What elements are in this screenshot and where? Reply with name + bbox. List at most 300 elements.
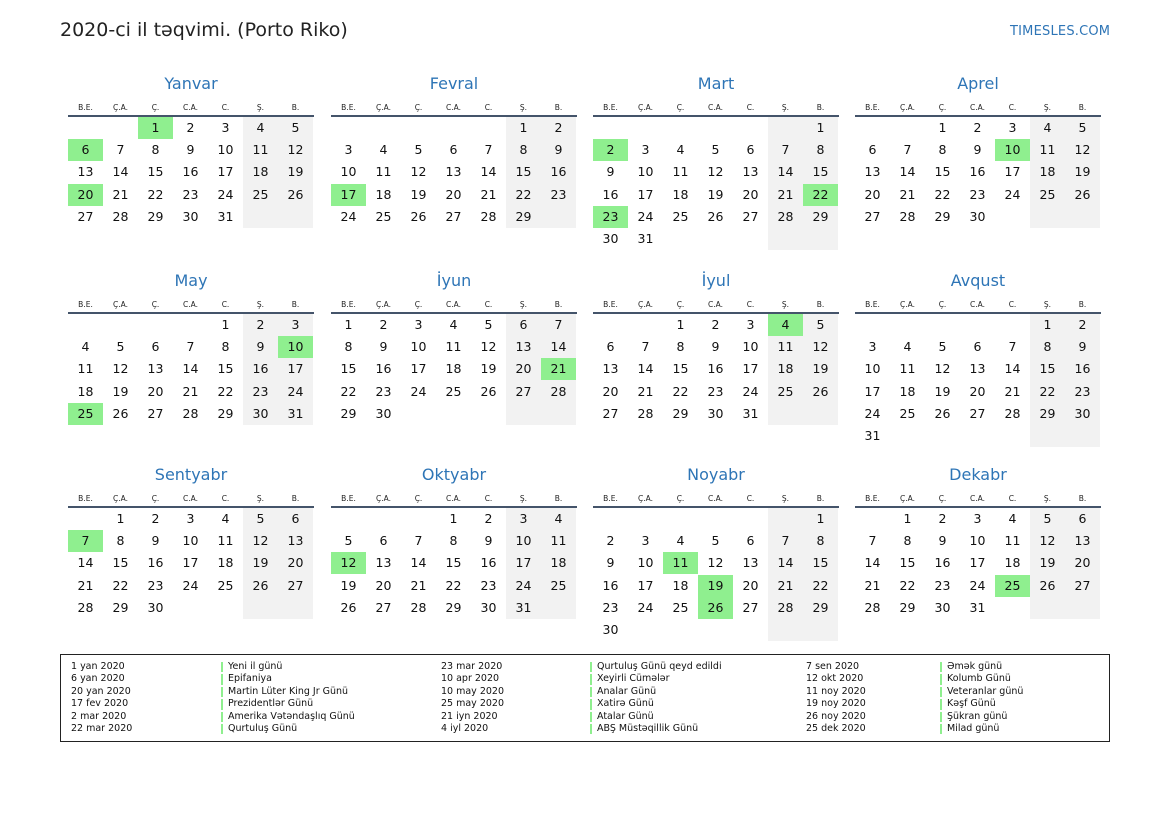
day-cell: 14 [637, 361, 654, 377]
day-cell: 28 [410, 599, 427, 615]
day-cell: 12 [812, 339, 829, 355]
day-cell: 5 [484, 317, 493, 332]
month-name: Yanvar [164, 74, 218, 93]
day-cell: 30 [252, 405, 269, 421]
weekday-label: C.A. [969, 494, 985, 503]
day-cell: 11 [252, 142, 269, 158]
day-cell: 12 [480, 339, 497, 355]
day-cell: 21 [637, 383, 654, 399]
day-cell: 19 [707, 186, 724, 202]
day-cell: 7 [414, 533, 423, 549]
holiday-day-cell: 4 [768, 314, 803, 336]
day-cell: 29 [445, 599, 462, 615]
weekday-label: B. [816, 494, 825, 503]
day-cell: 11 [550, 533, 567, 549]
holiday-marker [940, 662, 942, 672]
day-cell: 4 [81, 339, 90, 355]
holiday-day-cell: 11 [663, 552, 698, 574]
holiday-name: Prezidentlər Günü [228, 698, 314, 710]
day-cell: 26 [1039, 577, 1056, 593]
day-cell: 9 [256, 339, 265, 355]
day-cell: 31 [637, 231, 654, 246]
day-cell: 22 [1039, 383, 1056, 399]
holiday-day-cell: 23 [593, 206, 628, 228]
day-cell: 11 [217, 533, 234, 549]
holiday-name: Şükran günü [947, 710, 1008, 722]
day-cell: 1 [1043, 317, 1052, 332]
day-cell: 4 [1008, 511, 1017, 526]
month-9 [68, 465, 314, 643]
day-cell: 29 [812, 208, 829, 224]
weekday-label: C.A. [182, 300, 198, 309]
day-cell: 14 [410, 555, 427, 571]
day-cell: 26 [707, 208, 724, 224]
month-name: Aprel [957, 74, 999, 93]
day-cell: 29 [934, 208, 951, 224]
day-cell: 6 [291, 511, 300, 526]
day-cell: 20 [742, 186, 759, 202]
day-cell: 17 [515, 555, 532, 571]
day-cell: 13 [969, 361, 986, 377]
day-cell: 20 [742, 577, 759, 593]
holiday-date: 6 yan 2020 [71, 673, 125, 685]
holiday-date: 26 noy 2020 [806, 710, 866, 722]
weekday-label: C.A. [707, 103, 723, 112]
weekday-label: B. [1078, 494, 1087, 503]
day-cell: 15 [112, 555, 129, 571]
day-cell: 29 [515, 208, 532, 224]
day-cell: 18 [445, 361, 462, 377]
weekday-label: B. [1078, 300, 1087, 309]
day-cell: 25 [252, 186, 269, 202]
day-cell: 3 [868, 339, 877, 355]
day-cell: 22 [445, 577, 462, 593]
day-cell: 15 [934, 164, 951, 180]
weekday-label: Ç. [151, 494, 160, 503]
day-cell: 18 [217, 555, 234, 571]
weekday-label: C.A. [445, 494, 461, 503]
day-cell: 8 [676, 339, 685, 355]
day-cell: 27 [375, 599, 392, 615]
holiday-name: Veteranlar günü [947, 685, 1024, 697]
day-cell: 8 [344, 339, 353, 355]
weekday-header [593, 493, 839, 505]
day-cell: 19 [410, 186, 427, 202]
weekday-label: Ç.A. [899, 300, 915, 309]
weekday-label: C.A. [969, 103, 985, 112]
day-cell: 9 [554, 142, 563, 158]
day-cell: 9 [711, 339, 720, 355]
day-cell: 19 [480, 361, 497, 377]
day-cell: 16 [934, 555, 951, 571]
day-cell: 25 [777, 383, 794, 399]
weekday-label: B. [1078, 103, 1087, 112]
month-3 [593, 74, 839, 252]
holiday-list [60, 654, 1110, 742]
day-cell: 12 [707, 555, 724, 571]
day-cell: 24 [515, 577, 532, 593]
day-cell: 8 [151, 142, 160, 158]
weekday-label: B. [554, 494, 563, 503]
holiday-day-cell: 6 [68, 139, 103, 161]
holiday-name: Əmək günü [947, 661, 1003, 672]
holiday-day-cell: 22 [803, 184, 838, 206]
day-cell: 12 [1074, 142, 1091, 158]
month-10 [331, 465, 577, 643]
weekday-label: Ş. [519, 103, 528, 112]
weekday-label: Ç. [414, 300, 423, 309]
weekday-header [855, 102, 1101, 114]
day-cell: 16 [969, 164, 986, 180]
day-cell: 21 [777, 577, 794, 593]
day-cell: 17 [287, 361, 304, 377]
day-cell: 4 [554, 511, 563, 526]
day-cell: 17 [637, 186, 654, 202]
day-cell: 9 [186, 142, 195, 158]
day-cell: 12 [287, 142, 304, 158]
day-cell: 27 [969, 405, 986, 421]
day-cell: 18 [77, 383, 94, 399]
day-cell: 4 [449, 317, 458, 332]
day-cell: 1 [344, 317, 353, 332]
day-cell: 6 [746, 533, 755, 549]
holiday-day-cell: 17 [331, 184, 366, 206]
day-cell: 23 [707, 383, 724, 399]
weekday-header [593, 102, 839, 114]
day-cell: 28 [550, 383, 567, 399]
weekday-label: Ç.A. [375, 494, 391, 503]
day-cell: 3 [973, 511, 982, 526]
month-name: Sentyabr [154, 465, 228, 484]
weekday-label: Ş. [256, 300, 265, 309]
day-cell: 18 [550, 555, 567, 571]
day-cell: 17 [742, 361, 759, 377]
day-cell: 2 [379, 317, 388, 332]
day-cell: 2 [973, 120, 982, 135]
day-cell: 31 [969, 599, 986, 615]
weekday-label: C. [1008, 300, 1017, 309]
day-cell: 31 [217, 208, 234, 224]
day-cell: 23 [1074, 383, 1091, 399]
day-cell: 21 [480, 186, 497, 202]
weekday-label: C.A. [445, 300, 461, 309]
holiday-name: Amerika Vətəndaşlıq Günü [228, 710, 355, 722]
day-cell: 8 [816, 533, 825, 549]
day-cell: 29 [1039, 405, 1056, 421]
day-cell: 14 [777, 164, 794, 180]
day-cell: 22 [340, 383, 357, 399]
day-cell: 27 [77, 208, 94, 224]
day-cell: 3 [414, 317, 423, 332]
month-2 [331, 74, 577, 252]
day-cell: 24 [637, 599, 654, 615]
day-cell: 17 [969, 555, 986, 571]
day-cell: 14 [182, 361, 199, 377]
holiday-date: 4 iyl 2020 [441, 722, 489, 734]
brand-link[interactable]: TIMESLES.COM [1010, 24, 1111, 39]
holiday-entry [61, 661, 1101, 673]
day-cell: 14 [864, 555, 881, 571]
day-cell: 5 [816, 317, 825, 332]
weekday-label: Ç.A. [637, 300, 653, 309]
day-cell: 7 [781, 142, 790, 158]
day-cell: 2 [711, 317, 720, 332]
day-cell: 29 [112, 599, 129, 615]
day-cell: 3 [641, 533, 650, 549]
day-cell: 12 [252, 533, 269, 549]
weekday-label: B.E. [341, 103, 356, 112]
day-cell: 2 [1078, 317, 1087, 332]
weekday-label: Ş. [519, 494, 528, 503]
day-cell: 4 [903, 339, 912, 355]
page-title: 2020-ci il təqvimi. (Porto Riko) [60, 19, 348, 41]
weekday-label: Ç. [676, 103, 685, 112]
weekday-label: C. [746, 300, 755, 309]
weekday-label: Ç. [414, 103, 423, 112]
month-12 [855, 465, 1101, 643]
day-cell: 18 [899, 383, 916, 399]
day-cell: 10 [969, 533, 986, 549]
day-cell: 25 [672, 208, 689, 224]
holiday-day-cell: 19 [698, 575, 733, 597]
holiday-entry [61, 711, 1101, 723]
day-cell: 24 [969, 577, 986, 593]
holiday-date: 10 apr 2020 [441, 673, 500, 685]
day-cell: 7 [641, 339, 650, 355]
day-cell: 15 [515, 164, 532, 180]
weekday-label: Ç.A. [637, 494, 653, 503]
weekday-label: C.A. [445, 103, 461, 112]
day-cell: 20 [375, 577, 392, 593]
day-cell: 23 [550, 186, 567, 202]
day-cell: 28 [777, 208, 794, 224]
day-cell: 2 [186, 120, 195, 135]
day-cell: 26 [1074, 186, 1091, 202]
weekday-header [593, 299, 839, 311]
holiday-date: 21 iyn 2020 [441, 710, 498, 722]
weekday-header [331, 493, 577, 505]
weekday-label: Ç.A. [637, 103, 653, 112]
day-cell: 6 [746, 142, 755, 158]
day-cell: 27 [742, 599, 759, 615]
day-cell: 5 [1043, 511, 1052, 526]
day-cell: 15 [812, 555, 829, 571]
day-cell: 20 [602, 383, 619, 399]
day-cell: 1 [903, 511, 912, 526]
day-cell: 22 [934, 186, 951, 202]
month-name: İyun [436, 271, 472, 290]
day-cell: 28 [480, 208, 497, 224]
day-cell: 28 [637, 405, 654, 421]
day-cell: 29 [812, 599, 829, 615]
day-cell: 6 [1078, 511, 1087, 526]
day-cell: 8 [816, 142, 825, 158]
day-cell: 30 [707, 405, 724, 421]
holiday-day-cell: 10 [278, 336, 313, 358]
weekday-label: Ç. [151, 103, 160, 112]
day-cell: 12 [410, 164, 427, 180]
holiday-date: 25 may 2020 [441, 698, 505, 710]
day-cell: 14 [112, 164, 129, 180]
weekday-label: C.A. [182, 103, 198, 112]
day-cell: 29 [217, 405, 234, 421]
day-cell: 13 [515, 339, 532, 355]
holiday-name: Yeni il günü [228, 661, 283, 672]
weekday-label: Ş. [256, 103, 265, 112]
day-cell: 21 [864, 577, 881, 593]
day-cell: 3 [291, 317, 300, 332]
day-cell: 13 [864, 164, 881, 180]
day-cell: 4 [379, 142, 388, 158]
day-cell: 1 [221, 317, 230, 332]
day-cell: 8 [449, 533, 458, 549]
holiday-date: 10 may 2020 [441, 685, 505, 697]
day-cell: 24 [410, 383, 427, 399]
weekday-label: C.A. [182, 494, 198, 503]
weekday-label: B. [554, 300, 563, 309]
day-cell: 10 [182, 533, 199, 549]
day-cell: 18 [1004, 555, 1021, 571]
day-cell: 1 [816, 120, 825, 135]
day-cell: 30 [147, 599, 164, 615]
day-cell: 3 [746, 317, 755, 332]
day-cell: 30 [969, 208, 986, 224]
day-cell: 4 [676, 533, 685, 549]
weekday-label: B.E. [341, 494, 356, 503]
day-cell: 7 [1008, 339, 1017, 355]
day-cell: 17 [1004, 164, 1021, 180]
day-cell: 10 [515, 533, 532, 549]
day-cell: 13 [742, 555, 759, 571]
day-cell: 23 [969, 186, 986, 202]
weekday-label: Ç.A. [899, 103, 915, 112]
day-cell: 13 [1074, 533, 1091, 549]
day-cell: 20 [147, 383, 164, 399]
day-cell: 24 [637, 208, 654, 224]
day-cell: 14 [550, 339, 567, 355]
day-cell: 19 [112, 383, 129, 399]
day-cell: 24 [1004, 186, 1021, 202]
weekday-label: B. [291, 494, 300, 503]
day-cell: 20 [1074, 555, 1091, 571]
day-cell: 31 [742, 405, 759, 421]
day-cell: 15 [340, 361, 357, 377]
holiday-name: Milad günü [947, 722, 1000, 734]
day-cell: 6 [151, 339, 160, 355]
weekday-label: Ş. [1043, 103, 1052, 112]
day-cell: 16 [375, 361, 392, 377]
day-cell: 21 [77, 577, 94, 593]
month-8 [855, 271, 1101, 449]
day-cell: 23 [252, 383, 269, 399]
day-cell: 13 [602, 361, 619, 377]
weekday-label: Ç.A. [899, 494, 915, 503]
weekday-label: Ç. [676, 300, 685, 309]
day-cell: 4 [1043, 120, 1052, 135]
day-cell: 20 [287, 555, 304, 571]
holiday-entry [61, 723, 1101, 735]
holiday-name: Xeyirli Cümələr [597, 673, 670, 685]
day-cell: 24 [287, 383, 304, 399]
day-cell: 12 [1039, 533, 1056, 549]
holiday-date: 25 dek 2020 [806, 722, 866, 734]
day-cell: 16 [252, 361, 269, 377]
weekday-label: Ç. [414, 494, 423, 503]
day-cell: 7 [554, 317, 563, 332]
weekday-label: Ç.A. [112, 103, 128, 112]
day-cell: 1 [519, 120, 528, 135]
day-cell: 24 [742, 383, 759, 399]
day-cell: 25 [1039, 186, 1056, 202]
day-cell: 3 [221, 120, 230, 135]
day-cell: 30 [375, 405, 392, 421]
day-cell: 10 [864, 361, 881, 377]
holiday-date: 17 fev 2020 [71, 698, 129, 710]
day-cell: 19 [934, 383, 951, 399]
day-cell: 7 [186, 339, 195, 355]
day-cell: 23 [602, 599, 619, 615]
day-cell: 24 [864, 405, 881, 421]
day-cell: 28 [182, 405, 199, 421]
day-cell: 19 [287, 164, 304, 180]
day-cell: 22 [672, 383, 689, 399]
day-cell: 20 [969, 383, 986, 399]
day-cell: 1 [676, 317, 685, 332]
day-cell: 13 [445, 164, 462, 180]
holiday-name: Xatirə Günü [597, 698, 654, 710]
weekday-label: B.E. [78, 494, 93, 503]
day-cell: 11 [777, 339, 794, 355]
day-cell: 27 [1074, 577, 1091, 593]
day-cell: 9 [606, 164, 615, 180]
day-cell: 11 [375, 164, 392, 180]
day-cell: 8 [1043, 339, 1052, 355]
day-cell: 17 [864, 383, 881, 399]
month-name: Dekabr [949, 465, 1007, 484]
weekday-header [331, 299, 577, 311]
weekday-label: Ş. [519, 300, 528, 309]
holiday-day-cell: 10 [995, 139, 1030, 161]
weekday-label: B. [291, 300, 300, 309]
day-cell: 7 [484, 142, 493, 158]
weekday-label: Ç. [151, 300, 160, 309]
weekday-label: B.E. [603, 103, 618, 112]
day-cell: 23 [147, 577, 164, 593]
day-cell: 13 [147, 361, 164, 377]
day-cell: 17 [410, 361, 427, 377]
day-cell: 30 [934, 599, 951, 615]
day-cell: 29 [147, 208, 164, 224]
day-cell: 26 [112, 405, 129, 421]
holiday-day-cell: 12 [331, 552, 366, 574]
day-cell: 18 [1039, 164, 1056, 180]
day-cell: 3 [641, 142, 650, 158]
weekday-label: B.E. [603, 494, 618, 503]
day-cell: 20 [445, 186, 462, 202]
day-cell: 25 [672, 599, 689, 615]
day-cell: 29 [340, 405, 357, 421]
day-cell: 17 [637, 577, 654, 593]
weekday-label: B.E. [603, 300, 618, 309]
day-cell: 26 [410, 208, 427, 224]
day-cell: 10 [742, 339, 759, 355]
day-cell: 22 [812, 577, 829, 593]
day-cell: 6 [519, 317, 528, 332]
day-cell: 28 [777, 599, 794, 615]
day-cell: 28 [1004, 405, 1021, 421]
weekday-label: B. [816, 300, 825, 309]
day-cell: 12 [934, 361, 951, 377]
